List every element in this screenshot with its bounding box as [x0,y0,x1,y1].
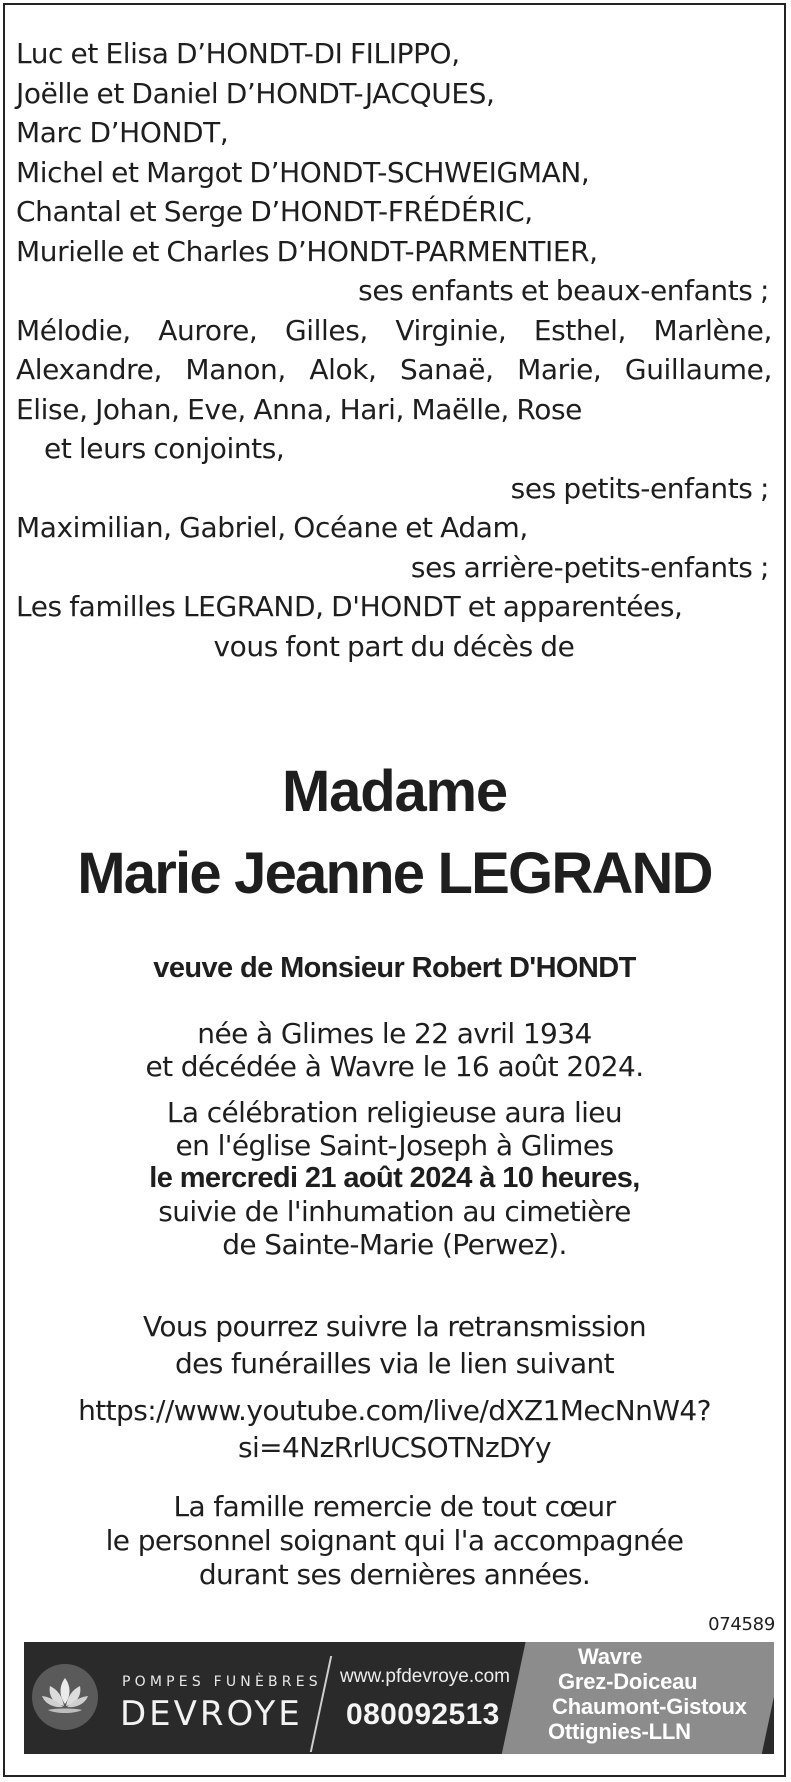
family-line: Chantal et Serge D’HONDT-FRÉDÉRIC, [16,195,533,228]
deceased-salutation: Madame [282,759,507,824]
ceremony-line: de Sainte-Marie (Perwez). [222,1228,567,1261]
stream-line: Vous pourrez suivre la retransmission [142,1310,647,1343]
family-line: Murielle et Charles D’HONDT-PARMENTIER, [16,234,598,268]
great-grandchildren-line: Maximilian, Gabriel, Océane et Adam, [16,511,528,544]
phone-number[interactable]: 080092513 [346,1698,500,1731]
grandchildren-line: Elise, Johan, Eve, Anna, Hari, Maëlle, Rose [16,392,582,426]
location-item: Chaumont-Gistoux [552,1694,747,1719]
stream-link[interactable] [3,1392,786,1466]
brand-name: DEVROYE [120,1694,303,1734]
ceremony-date: le mercredi 21 août 2024 à 10 heures, [149,1162,640,1194]
thanks-line: durant ses dernières années. [198,1558,591,1591]
location-item: Wavre [578,1644,643,1669]
stream-url-line[interactable]: si=4NzRrlUCSOTNzDYy [238,1431,551,1464]
locations-list [546,1644,756,1744]
grandchildren-line: Mélodie, Aurore, Gilles, Virginie, Esthel, Marlène, [16,313,772,347]
family-line: Marc D’HONDT, [16,116,229,149]
thanks-block [3,1490,786,1592]
dates-block [3,1017,786,1083]
location-item: Grez-Doiceau [558,1669,698,1694]
relation-label: ses enfants et beaux-enfants ; [358,274,769,307]
grandchildren-line: et leurs conjoints, [44,432,285,465]
grandchildren-line: Alexandre, Manon, Alok, Sanaë, Marie, Guillaume, [16,353,772,386]
lotus-flower-icon [32,1664,98,1730]
ceremony-line: suivie de l'inhumation au cimetière [158,1195,631,1228]
stream-block [3,1308,786,1382]
ceremony-line: en l'église Saint-Joseph à Glimes [175,1129,614,1162]
family-line: Joëlle et Daniel D’HONDT-JACQUES, [16,76,495,110]
stream-url-line[interactable]: https://www.youtube.com/live/dXZ1MecNnW4? [78,1394,711,1427]
relation-label: ses arrière-petits-enfants ; [410,550,769,584]
brand-tagline: POMPES FUNÈBRES [122,1674,322,1690]
location-item: Ottignies-LLN [548,1719,691,1744]
thanks-line: La famille remercie de tout cœur [173,1490,616,1523]
family-line: Michel et Margot D’HONDT-SCHWEIGMAN, [16,155,590,189]
divider [310,1656,332,1752]
reference-number: 074589 [708,1614,775,1635]
family-list [16,34,772,666]
ceremony-block [3,1096,786,1261]
death-line: et décédée à Wavre le 16 août 2024. [145,1050,644,1083]
thanks-line: le personnel soignant qui l'a accompagnée [105,1524,684,1557]
family-line: Luc et Elisa D’HONDT-DI FILIPPO, [16,37,460,70]
birth-line: née à Glimes le 22 avril 1934 [197,1017,592,1050]
relation-label: ses petits-enfants ; [510,471,769,505]
website-link[interactable]: www.pfdevroye.com [340,1666,511,1687]
funeral-home-banner [24,1642,774,1754]
announcement-line: vous font part du décès de [213,629,575,663]
widow-line: veuve de Monsieur Robert D'HONDT [153,952,636,984]
families-line: Les familles LEGRAND, D'HONDT et apparentées, [16,590,683,623]
deceased-name: Marie Jeanne LEGRAND [77,841,712,906]
stream-line: des funérailles via le lien suivant [174,1347,615,1380]
ceremony-line: La célébration religieuse aura lieu [166,1096,623,1129]
